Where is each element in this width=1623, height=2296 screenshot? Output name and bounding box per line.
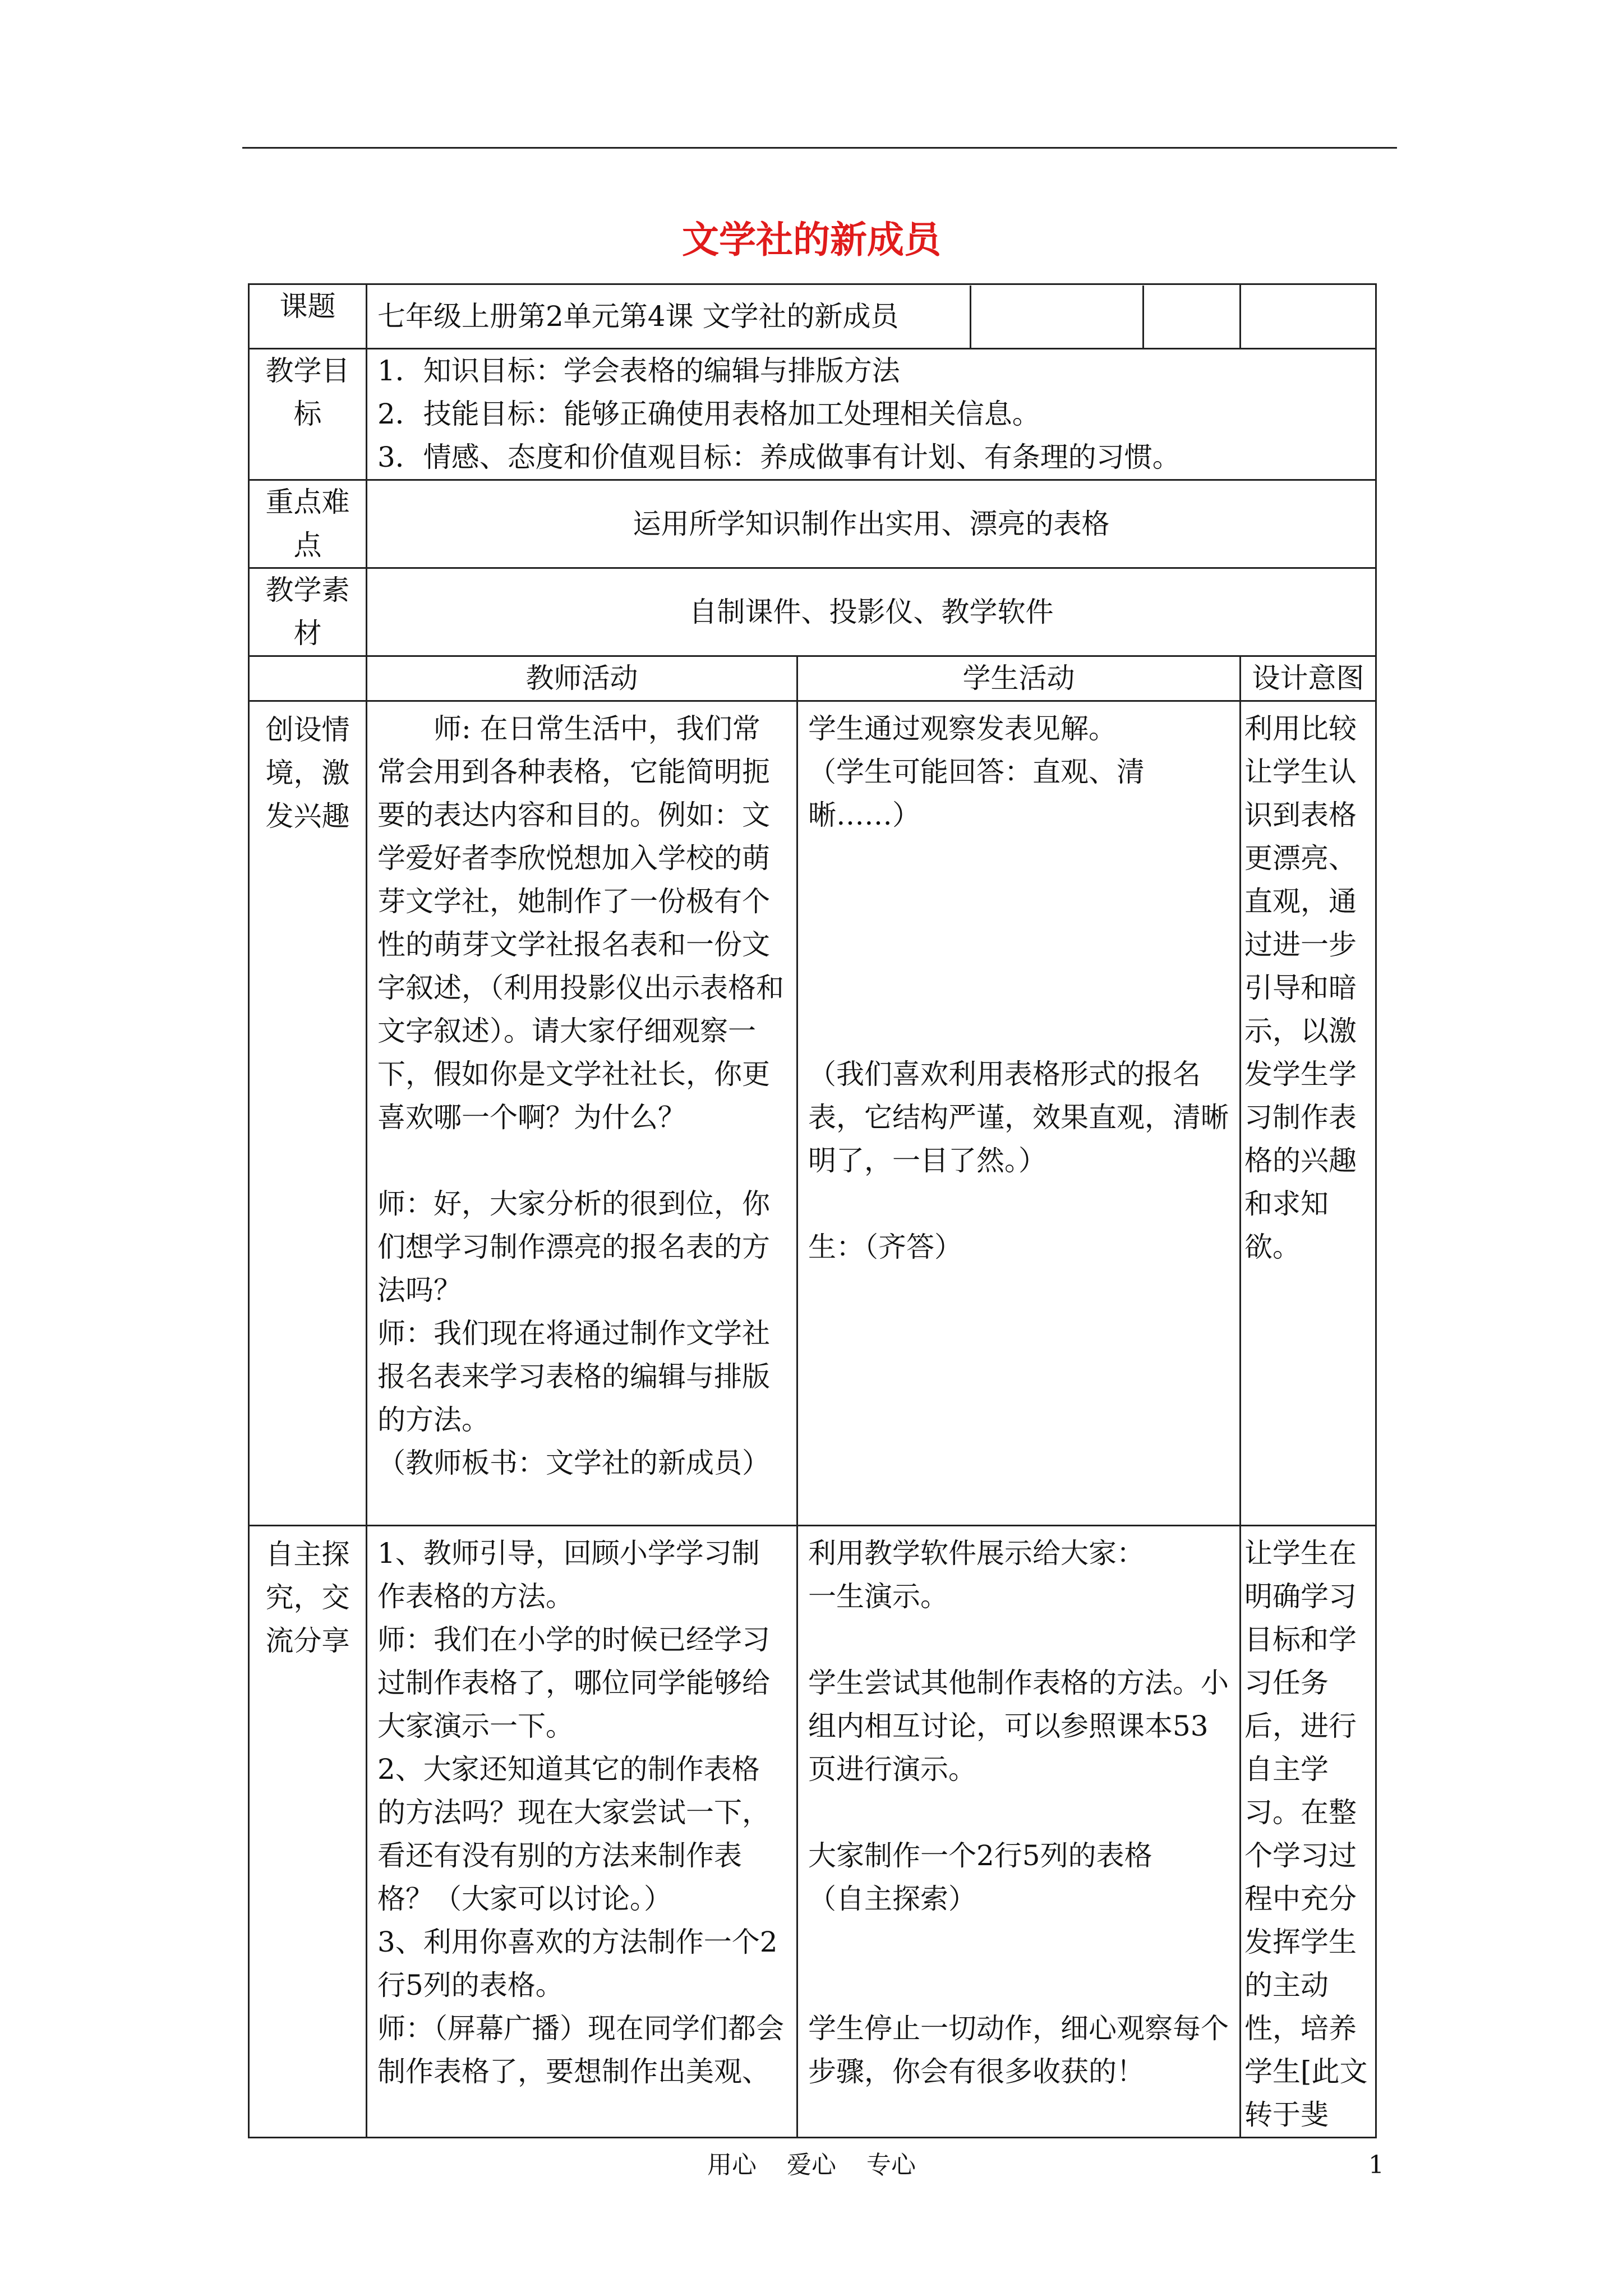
student-activity: 学生停止一切动作，细心观察每个步骤，你会有很多收获的！ <box>808 2012 1229 2088</box>
subject-value: 七年级上册第2单元第4课 文学社的新成员 <box>377 300 899 333</box>
teacher-activity: 1、教师引导，回顾小学学习制作表格的方法。 <box>377 1537 760 1613</box>
design-intent: 利用比较让学生认识到表格更漂亮、直观，通过进一步引导和暗示，以激发学生学习制作表格的兴趣和求知欲。 <box>1241 701 1376 1526</box>
blank-header-cell <box>249 656 367 701</box>
design-column-header: 设计意图 <box>1241 656 1376 701</box>
student-activity: 大家制作一个2行5列的表格 <box>808 1839 1152 1872</box>
teacher-activity: （教师板书：文学社的新成员） <box>377 1447 770 1479</box>
student-activity: （学生可能回答：直观、清晰……） <box>808 756 1145 831</box>
page-number: 1 <box>1368 2151 1384 2179</box>
teacher-activity: 师：我们在小学的时候已经学习过制作表格了，哪位同学能够给大家演示一下。 <box>377 1623 770 1742</box>
objective-item: 1．知识目标：学会表格的编辑与排版方法 <box>377 355 900 387</box>
student-activity: 学生尝试其他制作表格的方法。小组内相互讨论，可以参照课本53页进行演示。 <box>808 1667 1229 1786</box>
stage-label: 自主探究，交流分享 <box>249 1526 367 2138</box>
page-title: 文学社的新成员 <box>682 218 941 261</box>
design-intent: 让学生在明确学习目标和学习任务后，进行自主学习。在整个学习过程中充分发挥学生的主动性，培养学生[此文转于斐 <box>1241 1526 1376 2138</box>
stage-label: 创设情境，激发兴趣 <box>249 701 367 1526</box>
materials-label: 教学素材 <box>249 568 367 656</box>
objective-item: 3．情感、态度和价值观目标：养成做事有计划、有条理的习惯。 <box>377 441 1181 473</box>
table-row <box>249 701 1376 1526</box>
header-rule <box>242 147 1397 149</box>
column-header-row <box>249 656 1376 701</box>
subject-blank-cell <box>970 286 1144 348</box>
teacher-activity: 3、利用你喜欢的方法制作一个2行5列的表格。 <box>377 1926 778 2001</box>
objectives-row <box>249 349 1376 480</box>
subject-blank-cell-3 <box>1241 284 1376 349</box>
student-activity: 一生演示。 <box>808 1580 948 1613</box>
subject-blank-cell-2 <box>1144 286 1239 348</box>
student-activity: 利用教学软件展示给大家： <box>808 1537 1145 1570</box>
key-points-label: 重点难点 <box>249 480 367 568</box>
teacher-activity: 师：我们现在将通过制作文学社报名表来学习表格的编辑与排版的方法。 <box>377 1317 770 1436</box>
subject-label: 课题 <box>249 284 367 349</box>
teacher-activity: 2、大家还知道其它的制作表格的方法吗？现在大家尝试一下，看还有没有别的方法来制作表格？（大家可以讨论。） <box>377 1753 770 1915</box>
table-row <box>249 1526 1376 2138</box>
objectives-label: 教学目标 <box>249 349 367 480</box>
teacher-activity: 师：（屏幕广播）现在同学们都会制作表格了，要想制作出美观、 <box>377 2012 784 2088</box>
teacher-column-header: 教师活动 <box>367 656 797 701</box>
key-points-value: 运用所学知识制作出实用、漂亮的表格 <box>367 480 1376 568</box>
key-points-row <box>249 480 1376 568</box>
materials-row <box>249 568 1376 656</box>
student-activity: 学生通过观察发表见解。 <box>808 712 1117 745</box>
teacher-activity: 师：好，大家分析的很到位，你们想学习制作漂亮的报名表的方法吗？ <box>377 1188 770 1306</box>
student-column-header: 学生活动 <box>797 656 1241 701</box>
student-activity: 生：（齐答） <box>808 1231 962 1263</box>
objective-item: 2．技能目标：能够正确使用表格加工处理相关信息。 <box>377 398 1040 430</box>
subject-row <box>249 284 1376 349</box>
materials-value: 自制课件、投影仪、教学软件 <box>367 568 1376 656</box>
lesson-plan-table <box>248 283 1377 2138</box>
teacher-activity: 师: 在日常生活中，我们常常会用到各种表格，它能简明扼要的表达内容和目的。例如：文学爱好者李欣悦想加入学校的萌芽文学社，她制作了一份极有个性的萌芽文学社报名表和一份文字叙述，（利用投影仪出示表格和文字叙述）。请大家仔细观察一下，假如你是文学社社长，你更喜欢哪一个啊？为什么？ <box>377 712 784 1134</box>
student-activity: （自主探索） <box>808 1883 976 1915</box>
student-activity: （我们喜欢利用表格形式的报名表，它结构严谨，效果直观，清晰明了，一目了然。） <box>808 1058 1229 1177</box>
footer-motto: 用心 爱心 专心 <box>707 2151 916 2179</box>
